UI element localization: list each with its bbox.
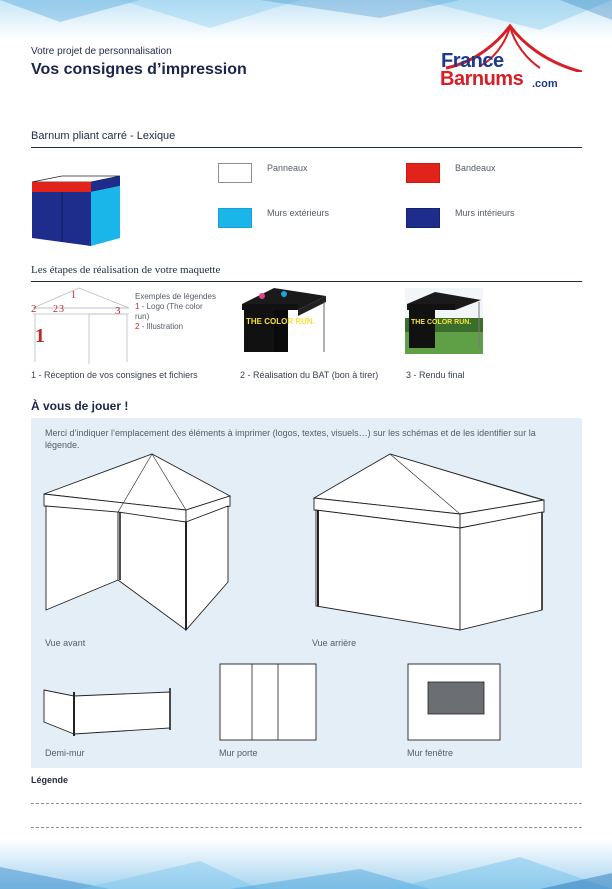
legende-line[interactable]: [31, 827, 582, 828]
section-divider: [31, 147, 582, 148]
legend-example-item: [135, 322, 216, 332]
etapes-title: Les étapes de réalisation de votre maquette: [31, 264, 221, 276]
step-1-label: 1 - Réception de vos consignes et fichiers: [31, 370, 198, 380]
bat-render-image: [240, 286, 328, 356]
legend-example-text: - Logo (The color run): [135, 302, 203, 321]
front-view-drawing[interactable]: [40, 450, 236, 634]
label-bandeaux: Bandeaux: [455, 163, 496, 173]
page-title: Vos consignes d’impression: [31, 61, 247, 78]
legend-example-num: 1: [135, 302, 140, 311]
bottom-decoration: [0, 839, 612, 889]
legende-title: Légende: [31, 775, 69, 785]
play-section-title: À vous de jouer !: [31, 399, 129, 413]
sketch-mark: 3: [59, 304, 64, 315]
render-logo-text: THE COLOR RUN.: [411, 319, 472, 326]
label-murs-interieurs: Murs intérieurs: [455, 208, 515, 218]
legend-example-text: - Illustration: [141, 322, 184, 331]
swatch-panneaux: [218, 163, 252, 183]
logo-text-barnums: Barnums: [440, 68, 524, 90]
lexique-title: Barnum pliant carré - Lexique: [31, 130, 176, 142]
step-3-label: 3 - Rendu final: [406, 370, 465, 380]
window-wall-drawing[interactable]: [406, 662, 502, 744]
back-view-drawing[interactable]: [310, 450, 558, 634]
header-subtitle: Votre projet de personnalisation: [31, 46, 172, 57]
final-render-photo: [405, 288, 483, 354]
section-divider: [31, 281, 582, 282]
sketch-mark: 2: [31, 303, 37, 315]
sketch-mark: 1: [71, 290, 76, 301]
legend-example-item: [135, 302, 215, 322]
legende-line[interactable]: [31, 803, 582, 804]
brand-logo[interactable]: [436, 22, 586, 94]
sketch-mark: 1: [35, 325, 45, 347]
play-instructions: Merci d’indiquer l’emplacement des éléments à imprimer (logos, textes, visuels…) sur les schémas et de les identifier sur la légende.: [45, 428, 536, 450]
logo-text-france: France: [441, 50, 504, 72]
swatch-bandeaux: [406, 163, 440, 183]
logo-text-com: .com: [532, 78, 558, 90]
label-murs-exterieurs: Murs extérieurs: [267, 208, 330, 218]
sketch-tent-illustration: [29, 286, 133, 366]
legend-example-num: 2: [135, 322, 140, 331]
step-2-label: 2 - Réalisation du BAT (bon à tirer): [240, 370, 379, 380]
sketch-mark: 3: [115, 305, 121, 317]
legend-examples-title: Exemples de légendes: [135, 292, 216, 301]
view-label-half-wall: Demi-mur: [45, 748, 85, 758]
legend-examples: [135, 292, 216, 332]
view-label-front: Vue avant: [45, 638, 86, 648]
tent-lexique-illustration: [29, 172, 124, 250]
label-panneaux: Panneaux: [267, 163, 308, 173]
sketch-mark: 2: [53, 304, 58, 315]
swatch-murs-exterieurs: [218, 208, 252, 228]
door-wall-drawing[interactable]: [218, 662, 320, 744]
view-label-window-wall: Mur fenêtre: [407, 748, 454, 758]
swatch-murs-interieurs: [406, 208, 440, 228]
view-label-back: Vue arrière: [312, 638, 357, 648]
render-logo-text: THE COLOR RUN.: [246, 317, 315, 326]
half-wall-drawing[interactable]: [40, 684, 175, 738]
view-label-door-wall: Mur porte: [219, 748, 258, 758]
